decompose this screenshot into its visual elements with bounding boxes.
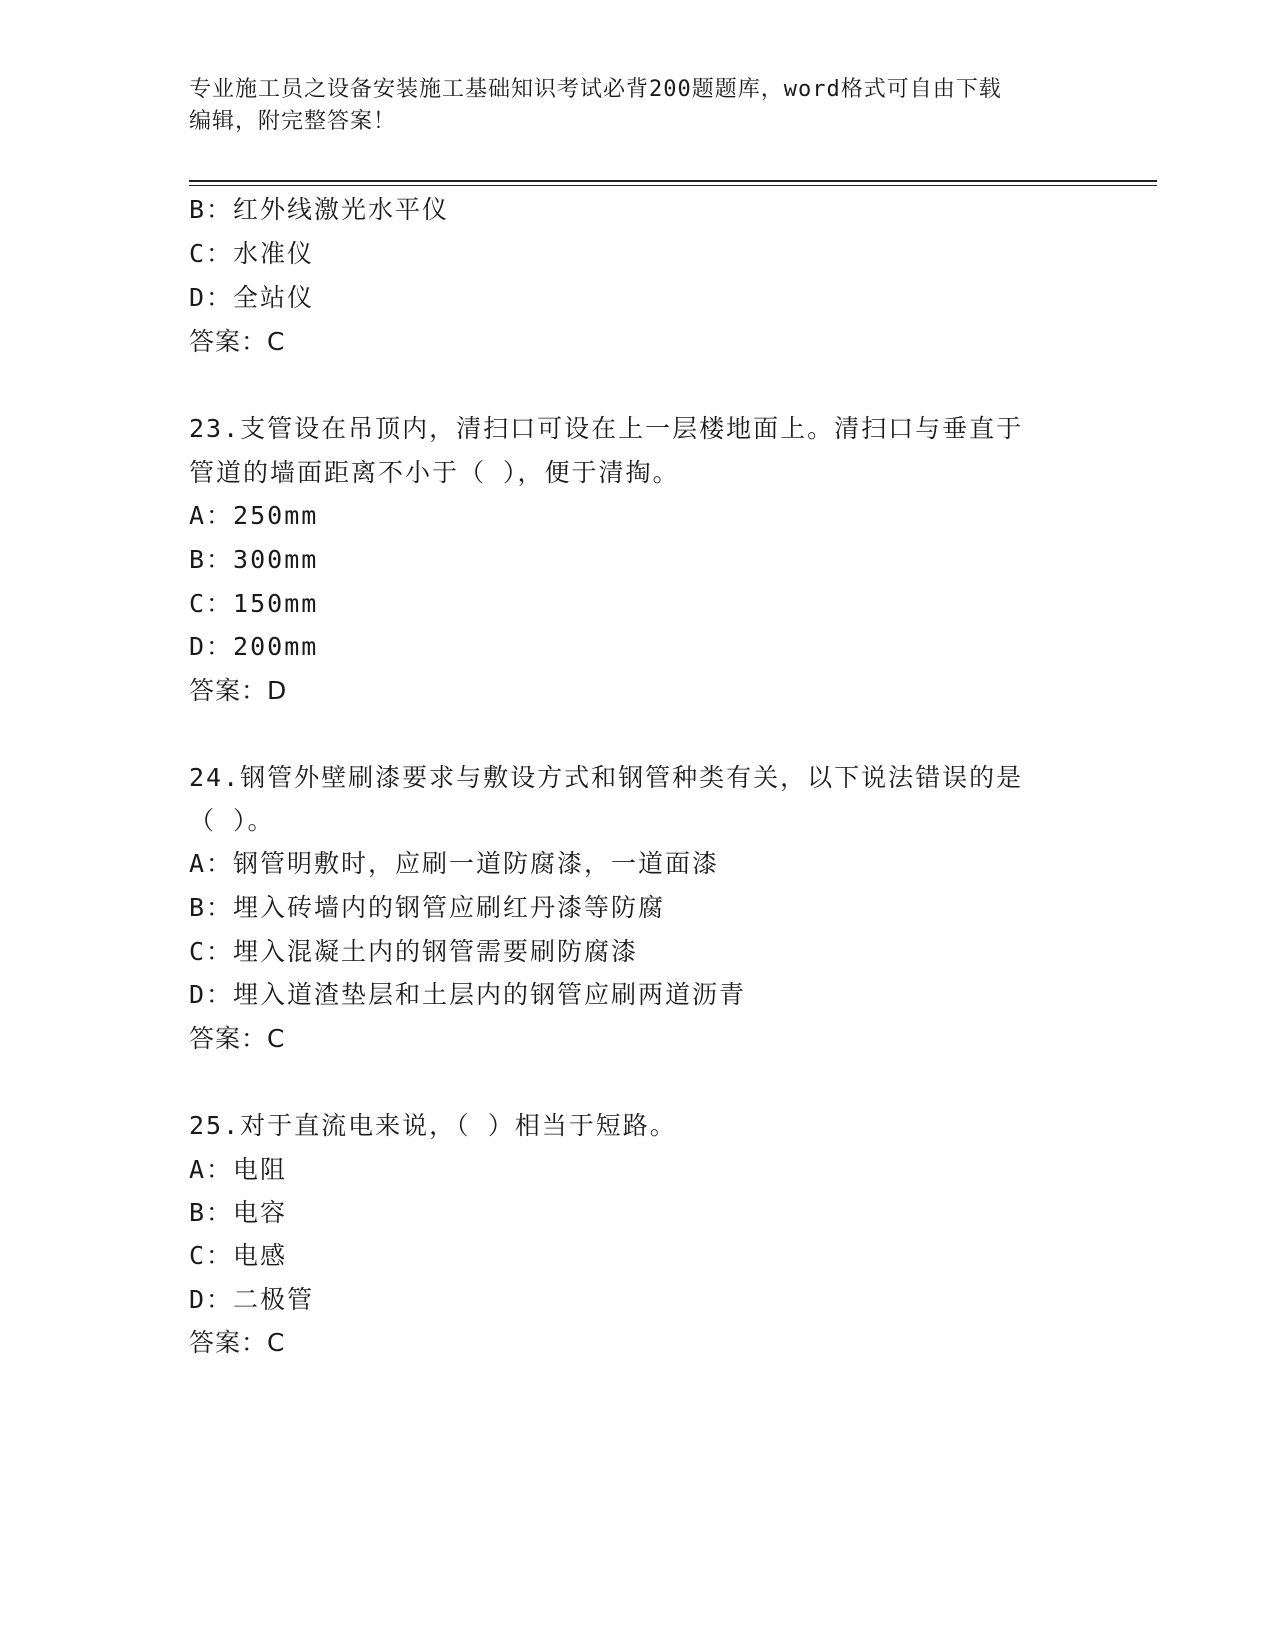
q25-option-d: D：二极管 [189,1285,315,1314]
q23-answer: 答案：D [189,676,288,705]
q22-option-b: B：红外线激光水平仪 [189,195,450,224]
q25-option-b: B：电容 [189,1198,288,1227]
q22-option-d: D：全站仪 [189,283,315,312]
header-divider-thick [189,180,1157,182]
q24-option-b: B：埋入砖墙内的钢管应刷红丹漆等防腐 [189,893,666,922]
header-divider-thin [189,185,1157,186]
header-title-line-2: 编辑，附完整答案！ [189,109,397,134]
q24-option-c: C：埋入混凝土内的钢管需要刷防腐漆 [189,937,639,966]
q25-answer: 答案：C [189,1328,286,1357]
document-header [189,74,1089,138]
q22-answer: 答案：C [189,327,286,356]
q24-answer: 答案：C [189,1024,286,1053]
q23-stem-line-1: 23.支管设在吊顶内，清扫口可设在上一层楼地面上。清扫口与垂直于 [189,414,1024,443]
q24-option-d: D：埋入道渣垫层和土层内的钢管应刷两道沥青 [189,980,747,1009]
q23-stem-line-2: 管道的墙面距离不小于（ ），便于清掏。 [189,458,680,487]
q24-stem-line-1: 24.钢管外壁刷漆要求与敷设方式和钢管种类有关，以下说法错误的是 [189,763,1024,792]
header-title-line-1: 专业施工员之设备安装施工基础知识考试必背200题题库，word格式可自由下载 [189,77,1002,102]
q25-option-a: A：电阻 [189,1155,288,1184]
q23-option-a: A：250mm [189,501,319,530]
q23-option-b: B：300mm [189,545,319,574]
q24-option-a: A：钢管明敷时，应刷一道防腐漆，一道面漆 [189,849,720,878]
q23-option-c: C：150mm [189,589,319,618]
q24-stem-line-2: （ ）。 [189,806,275,835]
q23-option-d: D：200mm [189,632,319,661]
q22-option-c: C：水准仪 [189,239,315,268]
q25-stem-line-1: 25.对于直流电来说，（ ）相当于短路。 [189,1111,677,1140]
q25-option-c: C：电感 [189,1241,288,1270]
